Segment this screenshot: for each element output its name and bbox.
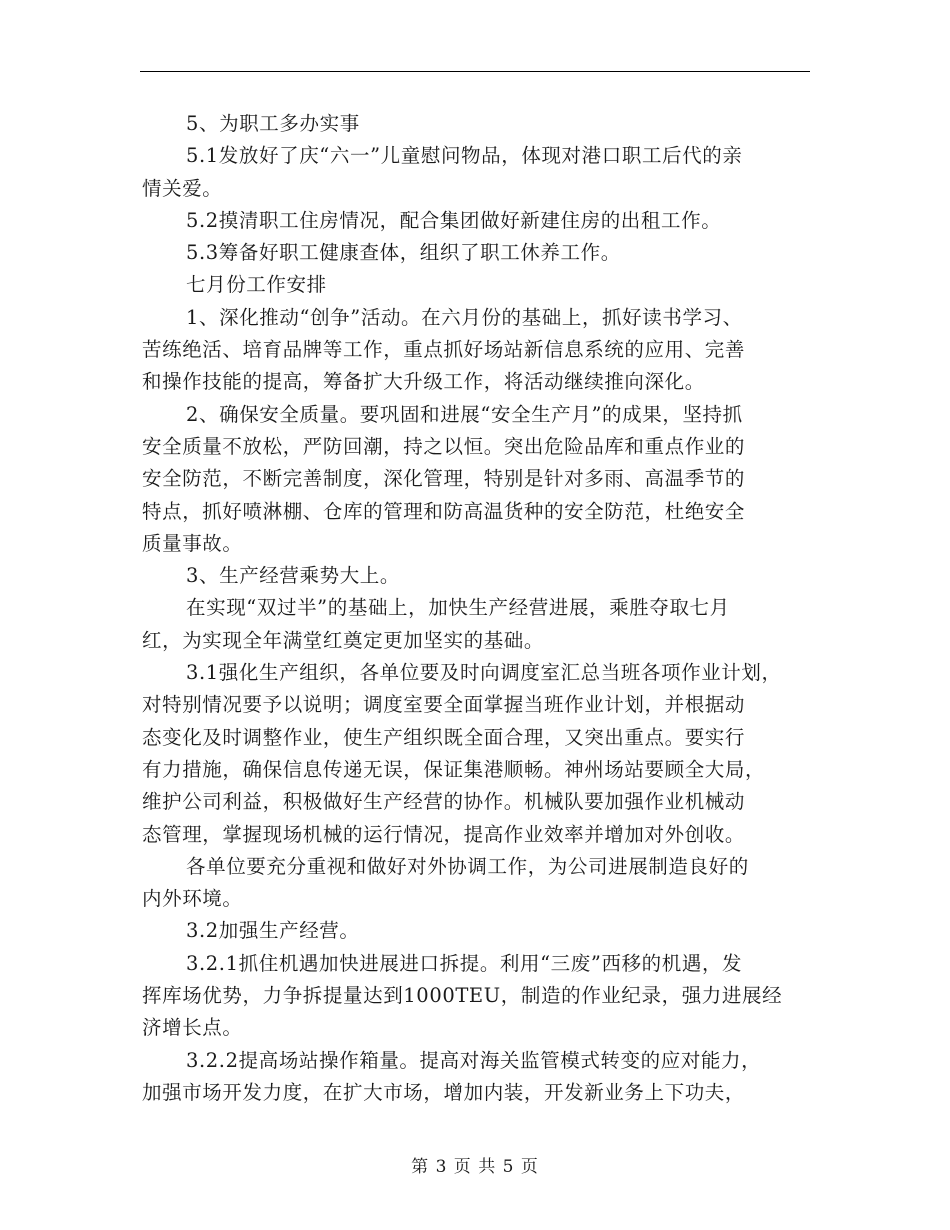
text-line: 和操作技能的提高，筹备扩大升级工作，将活动继续推向深化。: [142, 370, 705, 394]
text-line: 3.2.1抓住机遇加快进展进口拆提。利用“三废”西移的机遇，发: [186, 951, 743, 975]
text-line: 质量事故。: [142, 531, 243, 555]
text-line: 挥库场优势，力争拆提量达到1000TEU，制造的作业纪录，强力进展经: [142, 984, 783, 1008]
text-line: 5.3筹备好职工健康查体，组织了职工休养工作。: [186, 241, 621, 265]
text-line: 态变化及时调整作业，使生产组织既全面合理，又突出重点。要实行: [142, 725, 746, 749]
text-line: 5、为职工多办实事: [186, 112, 360, 135]
text-line: 3、生产经营乘势大上。: [186, 564, 401, 588]
document-body: [141, 108, 831, 1109]
header-rule: [140, 71, 810, 72]
text-line: 在实现“双过半”的基础上，加快生产经营进展，乘胜夺取七月: [186, 596, 730, 620]
text-line: 红，为实现全年满堂红奠定更加坚实的基础。: [142, 628, 545, 652]
text-line: 内外环境。: [142, 887, 243, 911]
text-line: 特点，抓好喷淋棚、仓库的管理和防高温货种的安全防范，杜绝安全: [142, 499, 746, 523]
text-line: 态管理，掌握现场机械的运行情况，提高作业效率并增加对外创收。: [142, 822, 746, 846]
text-line: 维护公司利益，积极做好生产经营的协作。机械队要加强作业机械动: [142, 790, 746, 814]
text-line: 安全质量不放松，严防回潮，持之以恒。突出危险品库和重点作业的: [142, 434, 746, 458]
text-line: 情关爱。: [142, 176, 223, 200]
text-line: 3.1强化生产组织，各单位要及时向调度室汇总当班各项作业计划，: [186, 661, 782, 685]
text-line: 3.2加强生产经营。: [186, 919, 360, 943]
text-line: 有力措施，确保信息传递无误，保证集港顺畅。神州场站要顾全大局，: [142, 757, 766, 781]
text-line: 加强市场开发力度，在扩大市场，增加内装，开发新业务上下功夫，: [142, 1080, 746, 1104]
page-number-footer: 第 3 页 共 5 页: [411, 1157, 539, 1177]
text-line: 七月份工作安排: [186, 273, 327, 297]
text-line: 1、深化推动“创争”活动。在六月份的基础上，抓好读书学习、: [186, 305, 743, 329]
text-line: 3.2.2提高场站操作箱量。提高对海关监管模式转变的应对能力，: [186, 1048, 762, 1072]
text-line: 2、确保安全质量。要巩固和进展“安全生产月”的成果，坚持抓: [186, 402, 743, 426]
text-line: 苦练绝活、培育品牌等工作，重点抓好场站新信息系统的应用、完善: [142, 338, 746, 362]
text-line: 5.2摸清职工住房情况，配合集团做好新建住房的出租工作。: [186, 208, 722, 232]
text-line: 安全防范，不断完善制度，深化管理，特别是针对多雨、高温季节的: [142, 467, 746, 491]
text-line: 对特别情况要予以说明；调度室要全面掌握当班作业计划，并根据动: [142, 693, 746, 717]
text-line: 5.1发放好了庆“六一”儿童慰问物品，体现对港口职工后代的亲: [186, 144, 743, 168]
text-line: 济增长点。: [142, 1016, 243, 1040]
text-line: 各单位要充分重视和做好对外协调工作，为公司进展制造良好的: [186, 854, 749, 878]
